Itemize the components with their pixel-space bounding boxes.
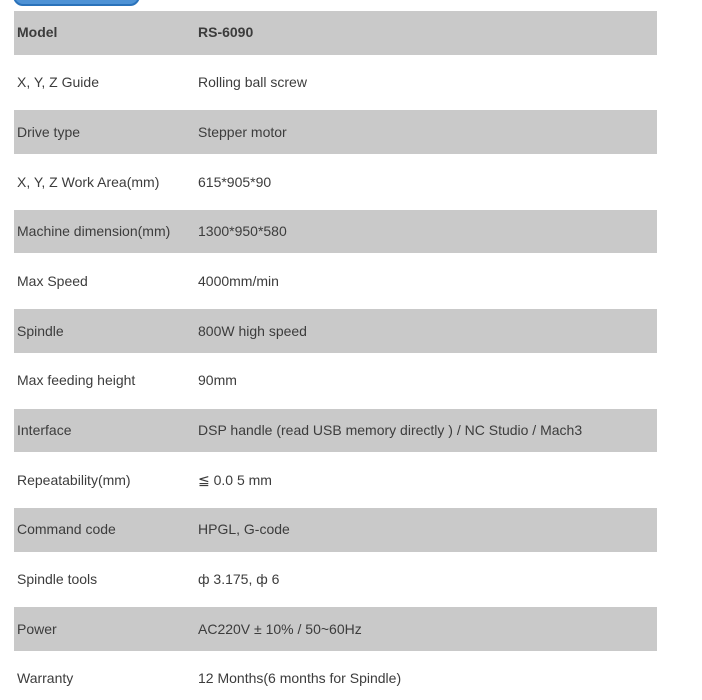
specification-table (14, 8, 657, 700)
spec-row (14, 356, 657, 406)
spec-label: Power (17, 620, 57, 637)
spec-label: X, Y, Z Work Area(mm) (17, 173, 160, 190)
spec-row (14, 157, 657, 207)
spec-value: HPGL, G-code (198, 521, 290, 538)
spec-label: Drive type (17, 123, 81, 140)
cropped-tab-button[interactable] (13, 0, 140, 6)
spec-header-value: RS-6090 (198, 24, 254, 41)
spec-label: Max Speed (17, 272, 88, 289)
spec-row (14, 207, 657, 257)
spec-value: 4000mm/min (198, 272, 279, 289)
spec-row (14, 505, 657, 555)
spec-label: X, Y, Z Guide (17, 74, 99, 91)
spec-label: Max feeding height (17, 372, 136, 389)
spec-value: Rolling ball screw (198, 74, 307, 91)
spec-row (14, 306, 657, 356)
spec-value: 90mm (198, 372, 237, 389)
spec-label: Machine dimension(mm) (17, 223, 171, 240)
spec-label: Interface (17, 421, 72, 438)
spec-value: 12 Months(6 months for Spindle) (198, 670, 402, 687)
spec-row (14, 555, 657, 605)
spec-row (14, 654, 657, 700)
spec-label: Command code (17, 521, 116, 538)
spec-row (14, 107, 657, 157)
spec-value: ф 3.175, ф 6 (198, 571, 280, 587)
spec-label: Repeatability(mm) (17, 471, 131, 488)
spec-row (14, 455, 657, 505)
spec-header-label: Model (17, 24, 58, 41)
spec-value: 800W high speed (198, 322, 307, 339)
spec-row (14, 406, 657, 456)
spec-row (14, 256, 657, 306)
spec-value: DSP handle (read USB memory directly ) / NC Studio / Mach3 (198, 421, 583, 438)
spec-label: Spindle (17, 322, 64, 339)
spec-value: Stepper motor (198, 123, 287, 140)
spec-row (14, 58, 657, 108)
spec-row (14, 604, 657, 654)
spec-value: 615*905*90 (198, 173, 272, 190)
spec-label: Spindle tools (17, 571, 98, 587)
spec-header-row (14, 8, 657, 58)
spec-value: ≦ 0.0 5 mm (198, 471, 272, 488)
spec-value: 1300*950*580 (198, 223, 287, 240)
spec-label: Warranty (17, 670, 74, 687)
spec-value: AC220V ± 10% / 50~60Hz (198, 620, 362, 637)
